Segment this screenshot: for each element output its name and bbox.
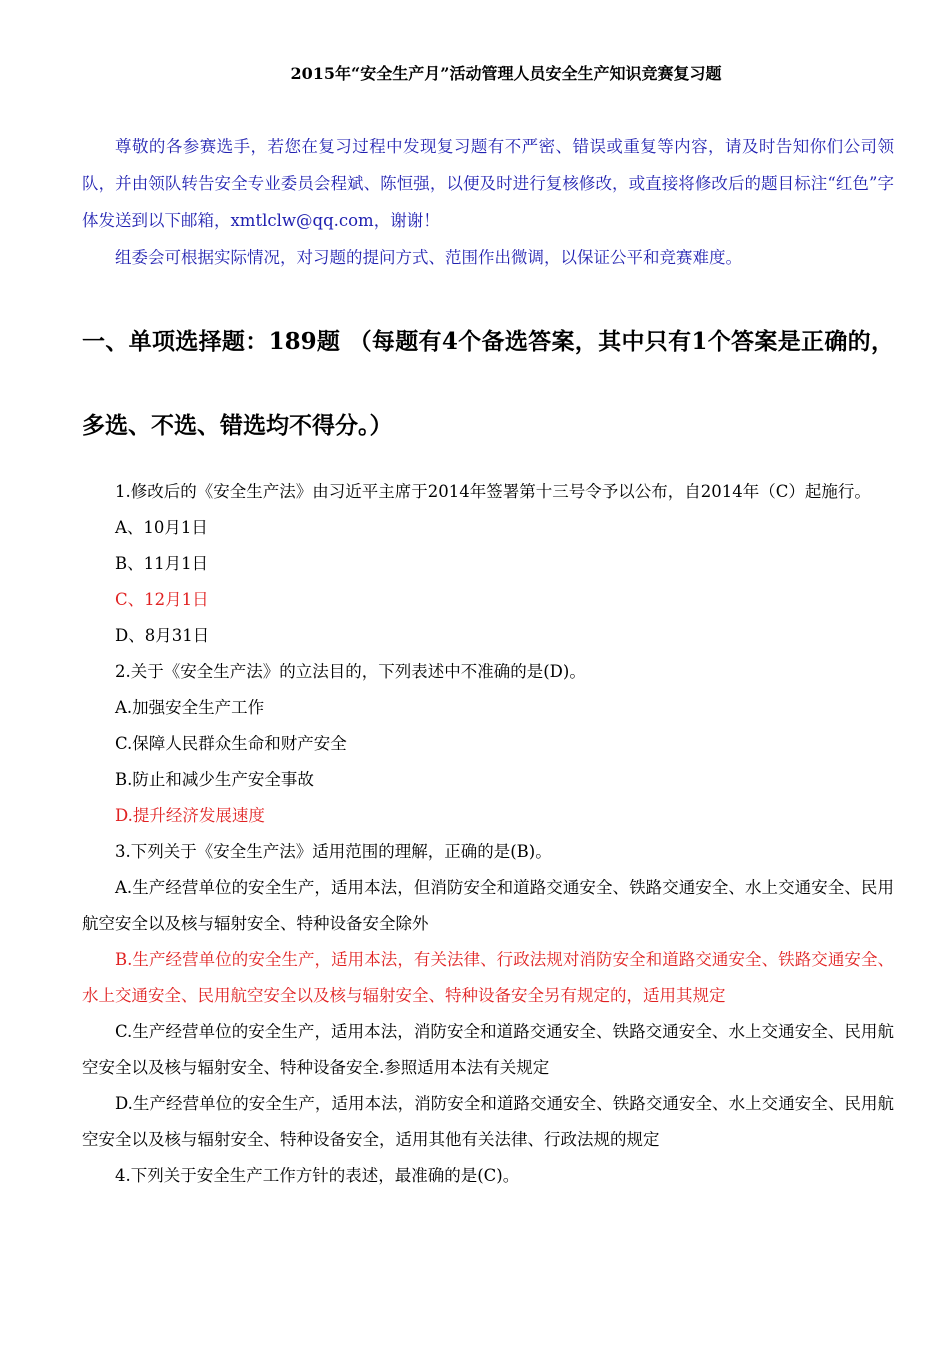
question-list <box>82 474 894 1194</box>
notice-paragraph: 尊敬的各参赛选手，若您在复习过程中发现复习题有不严密、错误或重复等内容，请及时告知你们公司领队，并由领队转告安全专业委员会程斌、陈恒强，以便及时进行复核修改，或直接将修改后的题目标注“红色”字体发送到以下邮箱，xmtlclw@qq.com，谢谢！ <box>82 137 894 230</box>
question-option: A.生产经营单位的安全生产，适用本法，但消防安全和道路交通安全、铁路交通安全、水上交通安全、民用航空安全以及核与辐射安全、特种设备安全除外 <box>82 878 894 933</box>
question-stem: 3.下列关于《安全生产法》适用范围的理解，正确的是(B)。 <box>115 842 552 861</box>
question-option-correct: C、12月1日 <box>115 590 209 609</box>
question-option-correct: D.提升经济发展速度 <box>115 806 265 825</box>
notice-paragraph: 组委会可根据实际情况，对习题的提问方式、范围作出微调，以保证公平和竞赛难度。 <box>115 248 742 267</box>
question-stem: 1.修改后的《安全生产法》由习近平主席于2014年签署第十三号令予以公布，自2014年（C）起施行。 <box>115 482 871 501</box>
question-option: C.生产经营单位的安全生产，适用本法，消防安全和道路交通安全、铁路交通安全、水上交通安全、民用航空安全以及核与辐射安全、特种设备安全.参照适用本法有关规定 <box>82 1022 894 1077</box>
question-option-correct: B.生产经营单位的安全生产，适用本法，有关法律、行政法规对消防安全和道路交通安全、铁路交通安全、水上交通安全、民用航空安全以及核与辐射安全、特种设备安全另有规定的，适用其规定 <box>82 950 894 1005</box>
question-option: D、8月31日 <box>115 626 210 645</box>
question-option: A.加强安全生产工作 <box>115 698 265 717</box>
notice-block <box>82 128 894 276</box>
question-option: B、11月1日 <box>115 554 209 573</box>
question-option: D.生产经营单位的安全生产，适用本法，消防安全和道路交通安全、铁路交通安全、水上交通安全、民用航空安全以及核与辐射安全、特种设备安全，适用其他有关法律、行政法规的规定 <box>82 1094 894 1149</box>
question-stem: 4.下列关于安全生产工作方针的表述，最准确的是(C)。 <box>115 1166 520 1185</box>
question-option: B.防止和减少生产安全事故 <box>115 770 314 789</box>
question-option: C.保障人民群众生命和财产安全 <box>115 734 347 753</box>
section-heading: 一、单项选择题：189题 （每题有4个备选答案，其中只有1个答案是正确的，多选、不选、错选均不得分。） <box>82 328 894 439</box>
document-title: 2015年“安全生产月”活动管理人员安全生产知识竞赛复习题 <box>290 64 722 83</box>
question-stem: 2.关于《安全生产法》的立法目的，下列表述中不准确的是(D)。 <box>115 662 586 681</box>
question-option: A、10月1日 <box>115 518 208 537</box>
